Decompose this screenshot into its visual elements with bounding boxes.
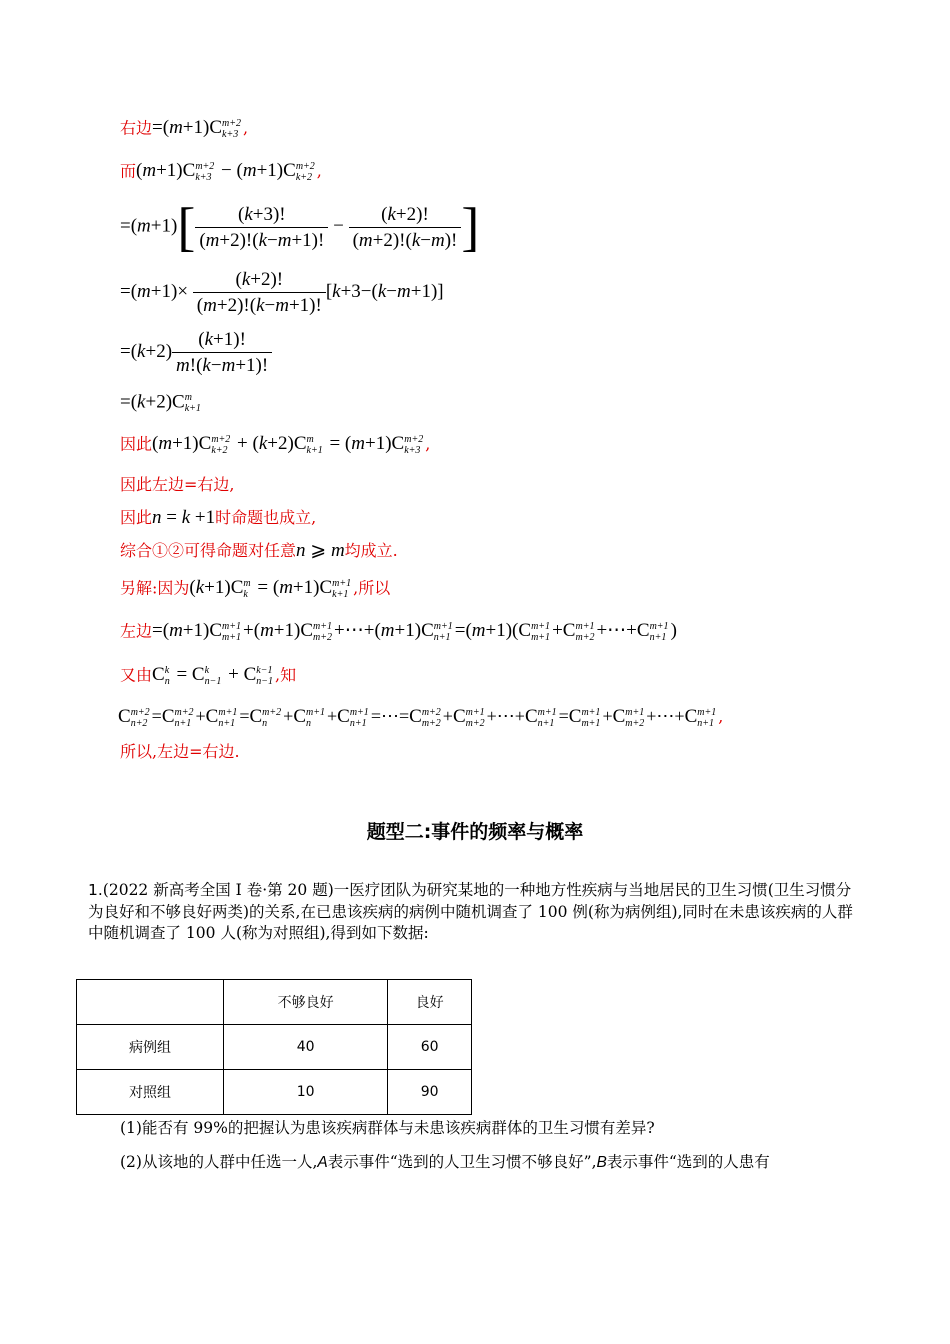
- zhi-label: ,知: [275, 665, 297, 685]
- er-label: 而: [120, 161, 137, 181]
- proof-line-chain: C m+2 n+2 =C m+2 n+1 +C m+1 n+1 =C m+2 n +C m+1 n +C m+1 n+1 =⋯=C m+2 m+2 +C m+1 m+2 +⋯+C m+1 n+1 =C m+1 m+1 +C m+1 m+2 +⋯+C m+1 n+1 ,: [118, 706, 724, 729]
- proof-line-combination: =(k+2)C m k+1: [120, 391, 201, 414]
- table-cell: 60: [388, 1025, 472, 1070]
- data-table: [76, 979, 472, 1115]
- right-side-label: 右边: [120, 118, 153, 138]
- section-title: 题型二:事件的频率与概率: [366, 821, 584, 843]
- n-k1-post: 时命题也成立,: [215, 508, 317, 527]
- proof-line-simplify: =(k+2) $\frac{(k+1)!}{m!(k-m+1)!}$: [120, 330, 272, 375]
- question-body: (2022 新高考全国 I 卷·第 20 题)一医疗团队为研究某地的一种地方性疾病与当地居民的卫生习惯(卫生习惯分为良好和不够良好两类)的关系,在已患该疾病的病例中随机调查了 100 例(称为病例组),同时在未患该疾病的人群中随机调查了 100 人(称为对照组),得到如下数据:: [88, 881, 853, 943]
- event-b: B: [596, 1154, 607, 1171]
- youyou-label: 又由: [120, 665, 153, 685]
- n-k1-pre: 因此: [120, 508, 153, 527]
- alt-post: ,所以: [353, 578, 391, 598]
- table-cell: 病例组: [77, 1025, 224, 1070]
- proof-line-pascal: 又由C k n = C k n−1 + C k−1 n−1 ,知: [120, 664, 297, 687]
- event-a: A: [317, 1154, 328, 1171]
- proof-line-bracket-fractions: =(m+1)[ $\frac{(k+3)!}{(m+2)!(k-m+1)!}$ − $\frac{(k+2)!}{(m+2)!(k-m)!}$ ]: [120, 197, 480, 257]
- synth-pre: 综合①②可得命题对任意: [120, 541, 297, 560]
- question-number: 1.: [88, 881, 103, 899]
- table-row: [77, 1070, 472, 1115]
- proof-line-therefore: 因此(m+1)C m+2 k+2 + (k+2)C m k+1 = (m+1)C m+2 k+3 ,: [120, 433, 431, 456]
- table-cell: 10: [224, 1070, 388, 1115]
- proof-line-left-side: 左边=(m+1)C m+1 m+1 +(m+1)C m+1 m+2 +⋯+(m+1)C m+1 n+1 =(m+1)(C m+1 m+1 +C m+1 m+2 +⋯+C m+1 n+1 ): [120, 620, 677, 643]
- question-text: [88, 880, 866, 945]
- left-label: 左边: [120, 621, 153, 641]
- part2-a: (2)从该地的人群中任选一人,: [120, 1153, 318, 1171]
- table-header-cell: [77, 980, 224, 1025]
- proof-line-left-equals-right: 因此左边=右边,: [120, 475, 235, 494]
- yinci-label: 因此: [120, 434, 153, 454]
- proof-line-synthesis: 综合①②可得命题对任意n ⩾ m均成立.: [120, 540, 398, 561]
- question-part-1: (1)能否有 99%的把握认为患该疾病群体与未患该疾病群体的卫生习惯有差异?: [120, 1119, 655, 1137]
- proof-line-alternative: 另解:因为(k+1)C m k = (m+1)C m+1 k+1 ,所以: [120, 577, 391, 600]
- table-cell: 90: [388, 1070, 472, 1115]
- proof-line-right-side: 右边=(m+1)C m+2 k+3 ,: [120, 117, 249, 140]
- table-row: [77, 1025, 472, 1070]
- part2-c: 表示事件“选到的人患有: [606, 1153, 770, 1171]
- proof-line-difference: 而(m+1)C m+2 k+3 − (m+1)C m+2 k+2 ,: [120, 160, 322, 183]
- proof-line-n-k-plus-1: 因此n = k +1时命题也成立,: [120, 507, 317, 528]
- alt-pre: 另解:因为: [120, 578, 190, 598]
- synth-post: 均成立.: [344, 541, 398, 560]
- question-part-2: [120, 1152, 866, 1174]
- table-header-row: [77, 980, 472, 1025]
- table-header-cell: 不够良好: [224, 980, 388, 1025]
- proof-line-conclusion: 所以,左边=右边.: [120, 742, 240, 761]
- table-cell: 40: [224, 1025, 388, 1070]
- part2-b: 表示事件“选到的人卫生习惯不够良好”,: [327, 1153, 597, 1171]
- table-header-cell: 良好: [388, 980, 472, 1025]
- proof-line-factor: =(m+1)× $\frac{(k+2)!}{(m+2)!(k-m+1)!}$ [k+3−(k−m+1)]: [120, 269, 444, 316]
- table-cell: 对照组: [77, 1070, 224, 1115]
